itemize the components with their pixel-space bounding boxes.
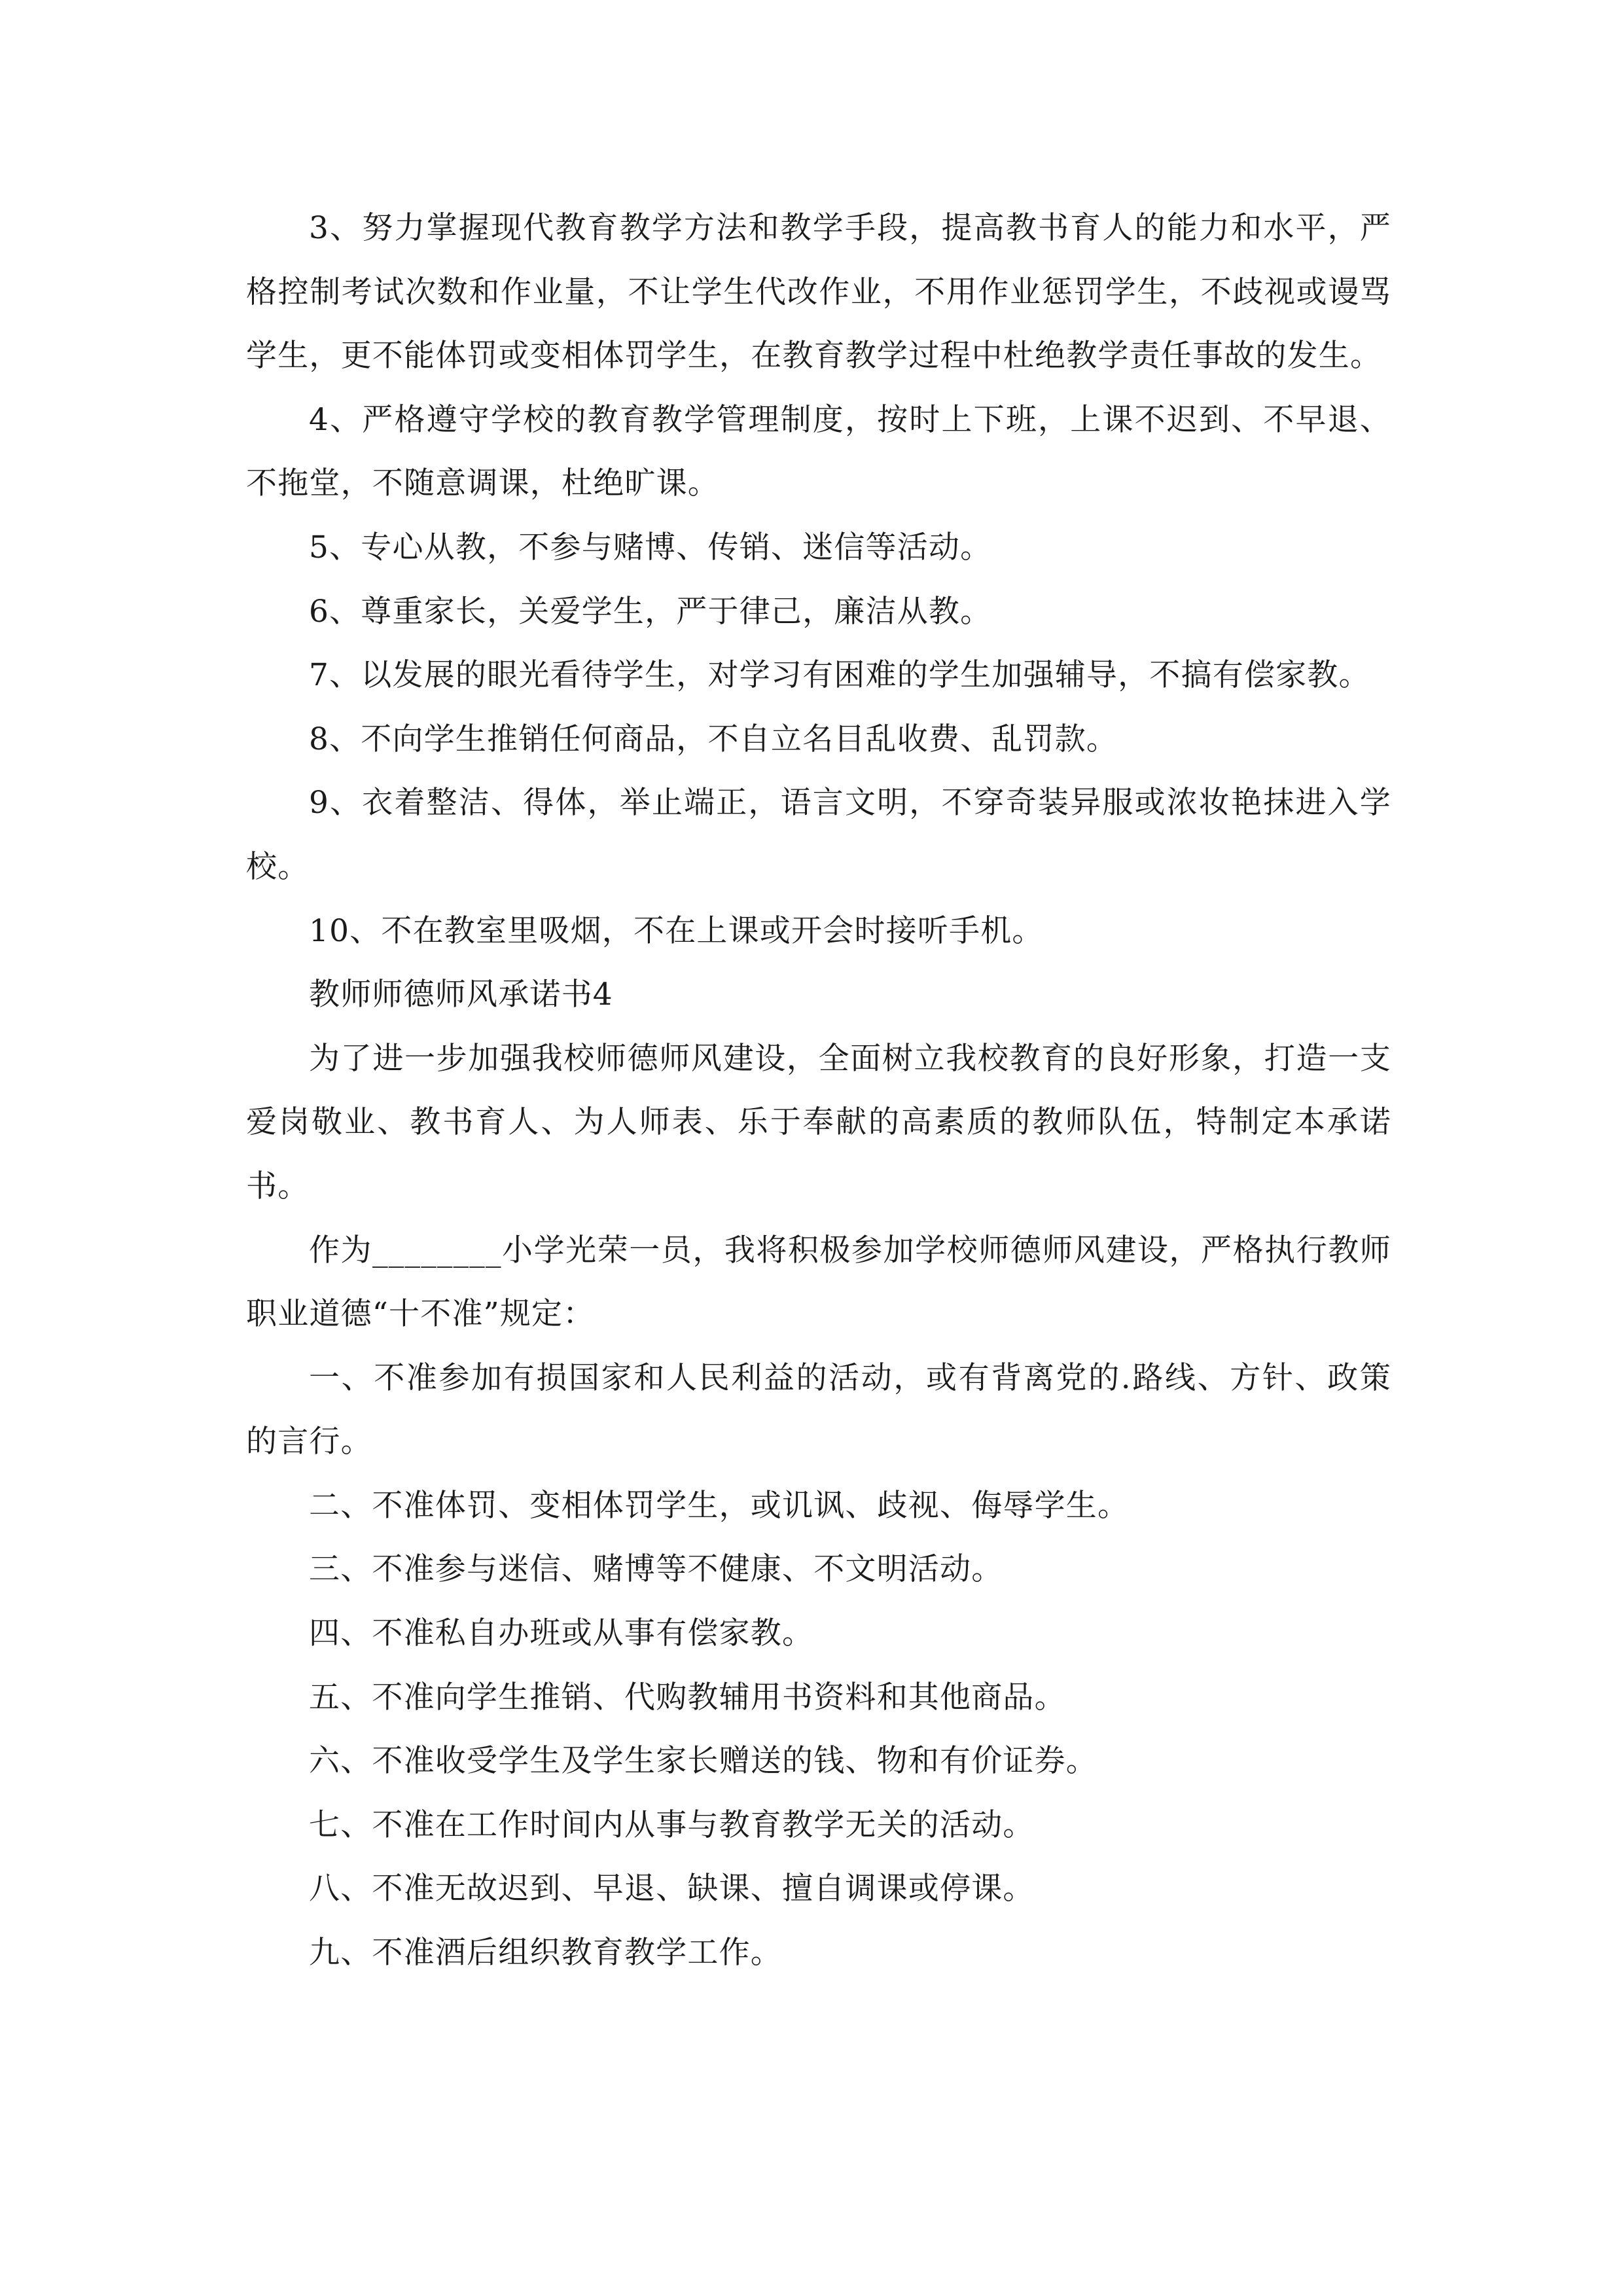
rule-item-9: 九、不准酒后组织教育教学工作。 xyxy=(309,1935,782,1971)
rule-item-6: 六、不准收受学生及学生家长赠送的钱、物和有价证券。 xyxy=(309,1743,1097,1780)
rule-item-2: 二、不准体罚、变相体罚学生，或讥讽、歧视、侮辱学生。 xyxy=(309,1487,1130,1524)
paragraph-item-3: 3、努力掌握现代教育教学方法和教学手段，提高教书育人的能力和水平，严格控制考试次数和作业量，不让学生代改作业，不用作业惩罚学生，不歧视或谩骂学生，更不能体罚或变相体罚学生，在教育教学过程中杜绝教学责任事故的发生。 xyxy=(246,210,1391,374)
rule-item-3: 三、不准参与迷信、赌博等不健康、不文明活动。 xyxy=(309,1551,1003,1588)
paragraph-item-7: 7、以发展的眼光看待学生，对学习有困难的学生加强辅导，不搞有偿家教。 xyxy=(309,657,1370,694)
paragraph-item-9: 9、衣着整洁、得体，举止端正，语言文明，不穿奇装异服或浓妆艳抹进入学校。 xyxy=(246,785,1391,885)
paragraph-item-6: 6、尊重家长，关爱学生，严于律己，廉洁从教。 xyxy=(309,593,992,630)
section-title: 教师师德师风承诺书4 xyxy=(309,977,613,1013)
pledge-paragraph: 作为________小学光荣一员，我将积极参加学校师德师风建设，严格执行教师职业道德“十不准”规定： xyxy=(246,1232,1391,1333)
rule-item-4: 四、不准私自办班或从事有偿家教。 xyxy=(309,1615,814,1652)
paragraph-item-10: 10、不在教室里吸烟，不在上课或开会时接听手机。 xyxy=(309,912,1044,949)
paragraph-item-4: 4、严格遵守学校的教育教学管理制度，按时上下班，上课不迟到、不早退、不拖堂，不随意调课，杜绝旷课。 xyxy=(246,401,1391,502)
document-body xyxy=(246,196,1391,1985)
rule-item-1: 一、不准参加有损国家和人民利益的活动，或有背离党的.路线、方针、政策的言行。 xyxy=(246,1359,1391,1460)
rule-item-8: 八、不准无故迟到、早退、缺课、擅自调课或停课。 xyxy=(309,1871,1035,1907)
intro-paragraph: 为了进一步加强我校师德师风建设，全面树立我校教育的良好形象，打造一支爱岗敬业、教书育人、为人师表、乐于奉献的高素质的教师队伍，特制定本承诺书。 xyxy=(246,1040,1391,1204)
rule-item-5: 五、不准向学生推销、代购教辅用书资料和其他商品。 xyxy=(309,1679,1066,1715)
paragraph-item-5: 5、专心从教，不参与赌博、传销、迷信等活动。 xyxy=(309,529,992,565)
paragraph-item-8: 8、不向学生推销任何商品，不自立名目乱收费、乱罚款。 xyxy=(309,721,1118,757)
rule-item-7: 七、不准在工作时间内从事与教育教学无关的活动。 xyxy=(309,1806,1035,1843)
